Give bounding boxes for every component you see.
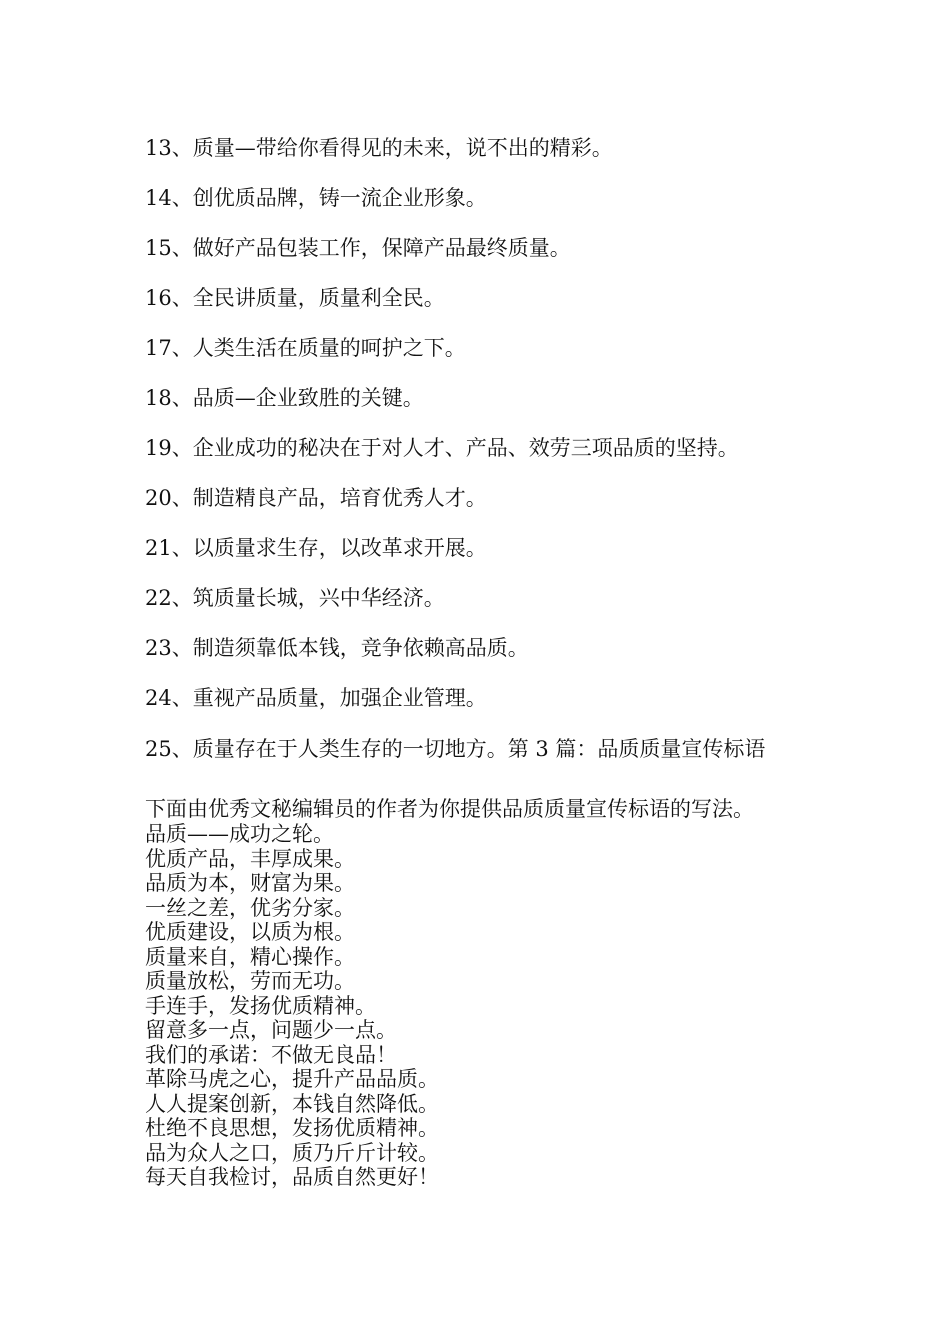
slogan-line: 质量来自，精心操作。 xyxy=(145,944,355,969)
slogan-line: 我们的承诺：不做无良品！ xyxy=(145,1042,397,1067)
numbered-slogan-list xyxy=(145,133,825,733)
list-item-21: 21、以质量求生存，以改革求开展。 xyxy=(145,536,487,560)
slogan-line: 品质——成功之轮。 xyxy=(145,822,334,846)
list-item-16: 16、全民讲质量，质量利全民。 xyxy=(145,286,445,310)
slogan-line: 革除马虎之心，提升产品品质。 xyxy=(145,1067,439,1091)
slogan-line: 质量放松，劳而无功。 xyxy=(145,969,355,993)
list-item-13: 13、质量—带给你看得见的未来，说不出的精彩。 xyxy=(145,136,613,160)
slogan-line: 留意多一点，问题少一点。 xyxy=(145,1018,397,1042)
slogan-line: 优质产品，丰厚成果。 xyxy=(145,846,355,871)
list-item-25: 25、质量存在于人类生存的一切地方。第 3 篇：品质质量宣传标语 xyxy=(145,737,766,761)
slogan-line: 杜绝不良思想，发扬优质精神。 xyxy=(145,1116,439,1140)
list-item-24: 24、重视产品质量，加强企业管理。 xyxy=(145,686,487,710)
list-item-22: 22、筑质量长城，兴中华经济。 xyxy=(145,586,445,610)
slogan-line: 品质为本，财富为果。 xyxy=(145,871,355,895)
slogan-line: 每天自我检讨，品质自然更好！ xyxy=(145,1165,439,1189)
list-item-25-container xyxy=(145,731,810,767)
list-item-14: 14、创优质品牌，铸一流企业形象。 xyxy=(145,186,487,210)
slogan-line: 优质建设，以质为根。 xyxy=(145,920,355,944)
slogan-line: 手连手，发扬优质精神。 xyxy=(145,993,376,1018)
list-item-15: 15、做好产品包装工作，保障产品最终质量。 xyxy=(145,236,571,260)
slogan-list xyxy=(145,822,825,1190)
slogan-line: 品为众人之口，质乃斤斤计较。 xyxy=(145,1140,439,1165)
slogan-line: 人人提案创新，本钱自然降低。 xyxy=(145,1091,439,1116)
list-item-19: 19、企业成功的秘决在于对人才、产品、效劳三项品质的坚持。 xyxy=(145,436,739,460)
list-item-18: 18、品质—企业致胜的关键。 xyxy=(145,386,424,410)
list-item-23: 23、制造须靠低本钱，竞争依赖高品质。 xyxy=(145,636,529,660)
slogan-line: 一丝之差，优劣分家。 xyxy=(145,895,355,920)
section-3-body xyxy=(145,797,825,1190)
list-item-17: 17、人类生活在质量的呵护之下。 xyxy=(145,336,466,360)
list-item-20: 20、制造精良产品，培育优秀人才。 xyxy=(145,486,487,510)
section-intro: 下面由优秀文秘编辑员的作者为你提供品质质量宣传标语的写法。 xyxy=(145,797,754,821)
